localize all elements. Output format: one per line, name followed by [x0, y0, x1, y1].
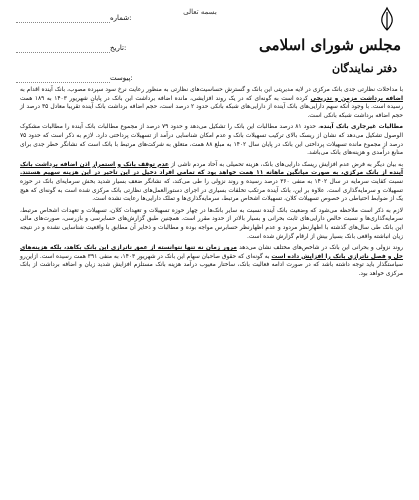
highlighted-text: عدم توقف بانک و استمرار اذن اضافه برداشت بانک آینده از بانک مرکزی، به صورت میانگین ماهانه ۱۱ همت خواهد بود که تمامی افراد دخیل در این تاخیر در این هزینه سهیم هستند. — [20, 161, 403, 177]
body-text: به گونه‌ای که حقوق صاحبان سهام این بانک در شهریور ۱۴۰۳، به منفی ۳۹۱ همت رسیده است. ازاین‌رو سیاستگذار باید توجه داشته باشد که در صورت ادامه فعالیت بانک، ساختار معیوب درآمد هزینه بانک مستلزم افزایش شدید زیان و اضافه برداشت از بانک مرکزی خواهد بود. — [20, 253, 403, 277]
paragraph — [20, 123, 403, 157]
paragraph — [20, 86, 403, 120]
body-text: کرده است به گونه‌ای که در یک روند افزایشی، مانده اضافه برداشت این بانک در پایان شهریور ۱۴۰۳ به ۱۸۹ همت رسیده است. با وجود آنکه سهم دارایی‌های بانک آینده از دارایی‌های شبکه بانکی حدود ۲ درصد است، حجم اضافه برداشت بانک آینده تقریبا معادل ۳۵ درصد از حجم اضافه برداشت شبکه بانکی است. — [20, 95, 403, 119]
paragraph — [20, 244, 403, 278]
body-text: لازم به ذکر است ملاحظه می‌شود که وضعیت بانک آینده نسبت به سایر بانک‌ها در چهار حوزه تسهیلات و تعهدات کلان، تسهیلات و تعهدات اشخاص مرتبط، سرمایه‌گذاری‌ها و نسبت خالص دارایی‌های ثابت بحرانی و بسیار بالاتر از حدود مقرر است. همچنین طبق گزارش‌های حسابرسی و بازرسی، صورت‌های مالی این بانک طی سال‌های گذشته با اظهارنظر مردود و عدم اظهارنظر حسابرس مواجه بوده و مطالبات و ذخایر آن مطابق با واقعیت شناسایی نشده و در نتیجه زیان انباشته واقعی بانک بسیار بیش از ارقام گزارش شده است. — [20, 207, 403, 240]
body-text: با مداخلات نظارتی جدی بانک مرکزی در لایه مدیریتی این بانک و گسترش حساسیت‌های نظارتی به منظور رعایت نرخ سود سپرده مصوب، بانک آینده اقدام به — [20, 87, 403, 93]
number-label: شماره: — [110, 14, 132, 22]
highlighted-text: مرور زمان نه تنها نتوانسته از عمق ناترازی این بانک بکاهد، بلکه هزینه‌های حل و فصل ناترازی بانک را افزایش داده است — [20, 245, 404, 260]
date-field — [12, 38, 132, 58]
letter-metadata — [12, 8, 132, 98]
body-text: به بیان دیگر به فرض عدم افزایش ریسک دارایی‌های بانک، هزینه تحمیلی به آحاد مردم ناشی از — [168, 161, 403, 168]
letter-body — [20, 86, 403, 281]
body-text: نسبت کفایت سرمایه در سال ۱۴۰۲ به منفی ۳۶۰ درصد رسیده و روند نزولی را طی می‌کند، که نشانگر ضعف بسیار شدید بخش سرمایه‌ای بانک در حوزه تسهیلات و سرمایه‌گذاری است. علاوه بر این، بانک آینده مرتکب تخلفات بسیاری در اجرای دستورالعمل‌های نظارتی بانک مرکزی شده است به گونه‌ای که هیچ یک از ضوابط احتیاطی در خصوص تسهیلات کلان، تسهیلات اشخاص مرتبط، سرمایه‌گذاری‌ها و تملک دارایی‌ها رعایت نشده است. — [20, 178, 403, 203]
inline-heading: مطالبات غیرجاری بانک آینده — [320, 124, 403, 131]
date-line — [16, 44, 110, 53]
org-title: مجلس شورای اسلامی — [259, 36, 401, 54]
bismillah-text: بسمه تعالی — [183, 8, 217, 16]
org-subtitle: دفتر نمایندگان — [332, 62, 397, 75]
paragraph — [20, 207, 403, 241]
body-text: روند نزولی و بحرانی این بانک در شاخص‌های مختلف نشان می‌دهد — [236, 245, 403, 252]
date-label: تاریخ: — [110, 44, 127, 52]
emblem-icon — [377, 6, 397, 32]
attachment-label: پیوست: — [110, 74, 133, 82]
number-line — [16, 14, 110, 23]
attachment-field — [12, 68, 132, 88]
paragraph — [20, 161, 403, 204]
attachment-line — [16, 74, 110, 83]
highlighted-text: اضافه برداشت مزمن و تدریجی — [310, 95, 404, 102]
body-text: ، حدود ۸۱ درصد مطالبات این بانک را تشکیل می‌دهد و حدود ۷۹ درصد از مجموع مطالبات بانک آینده را مطالبات مشکوک الوصول تشکیل می‌دهد که نشان از ریسک بالای ترکیب تسهیلات بانک و عدم امکان شناسایی درآمد از تسهیلات پرداختی دارد. لازم به ذکر است که حدود ۷۵ درصد از مجموع مانده تسهیلات پرداختی این بانک در پایان سال ۱۴۰۲ به مبلغ ۸۸ همت، متعلق به شرکت‌های مرتبط با بانک است که نشانگر خطر جدی برای منابع درآمدی و هزینه‌های بانک می‌باشد. — [20, 124, 403, 157]
number-field — [12, 8, 132, 28]
